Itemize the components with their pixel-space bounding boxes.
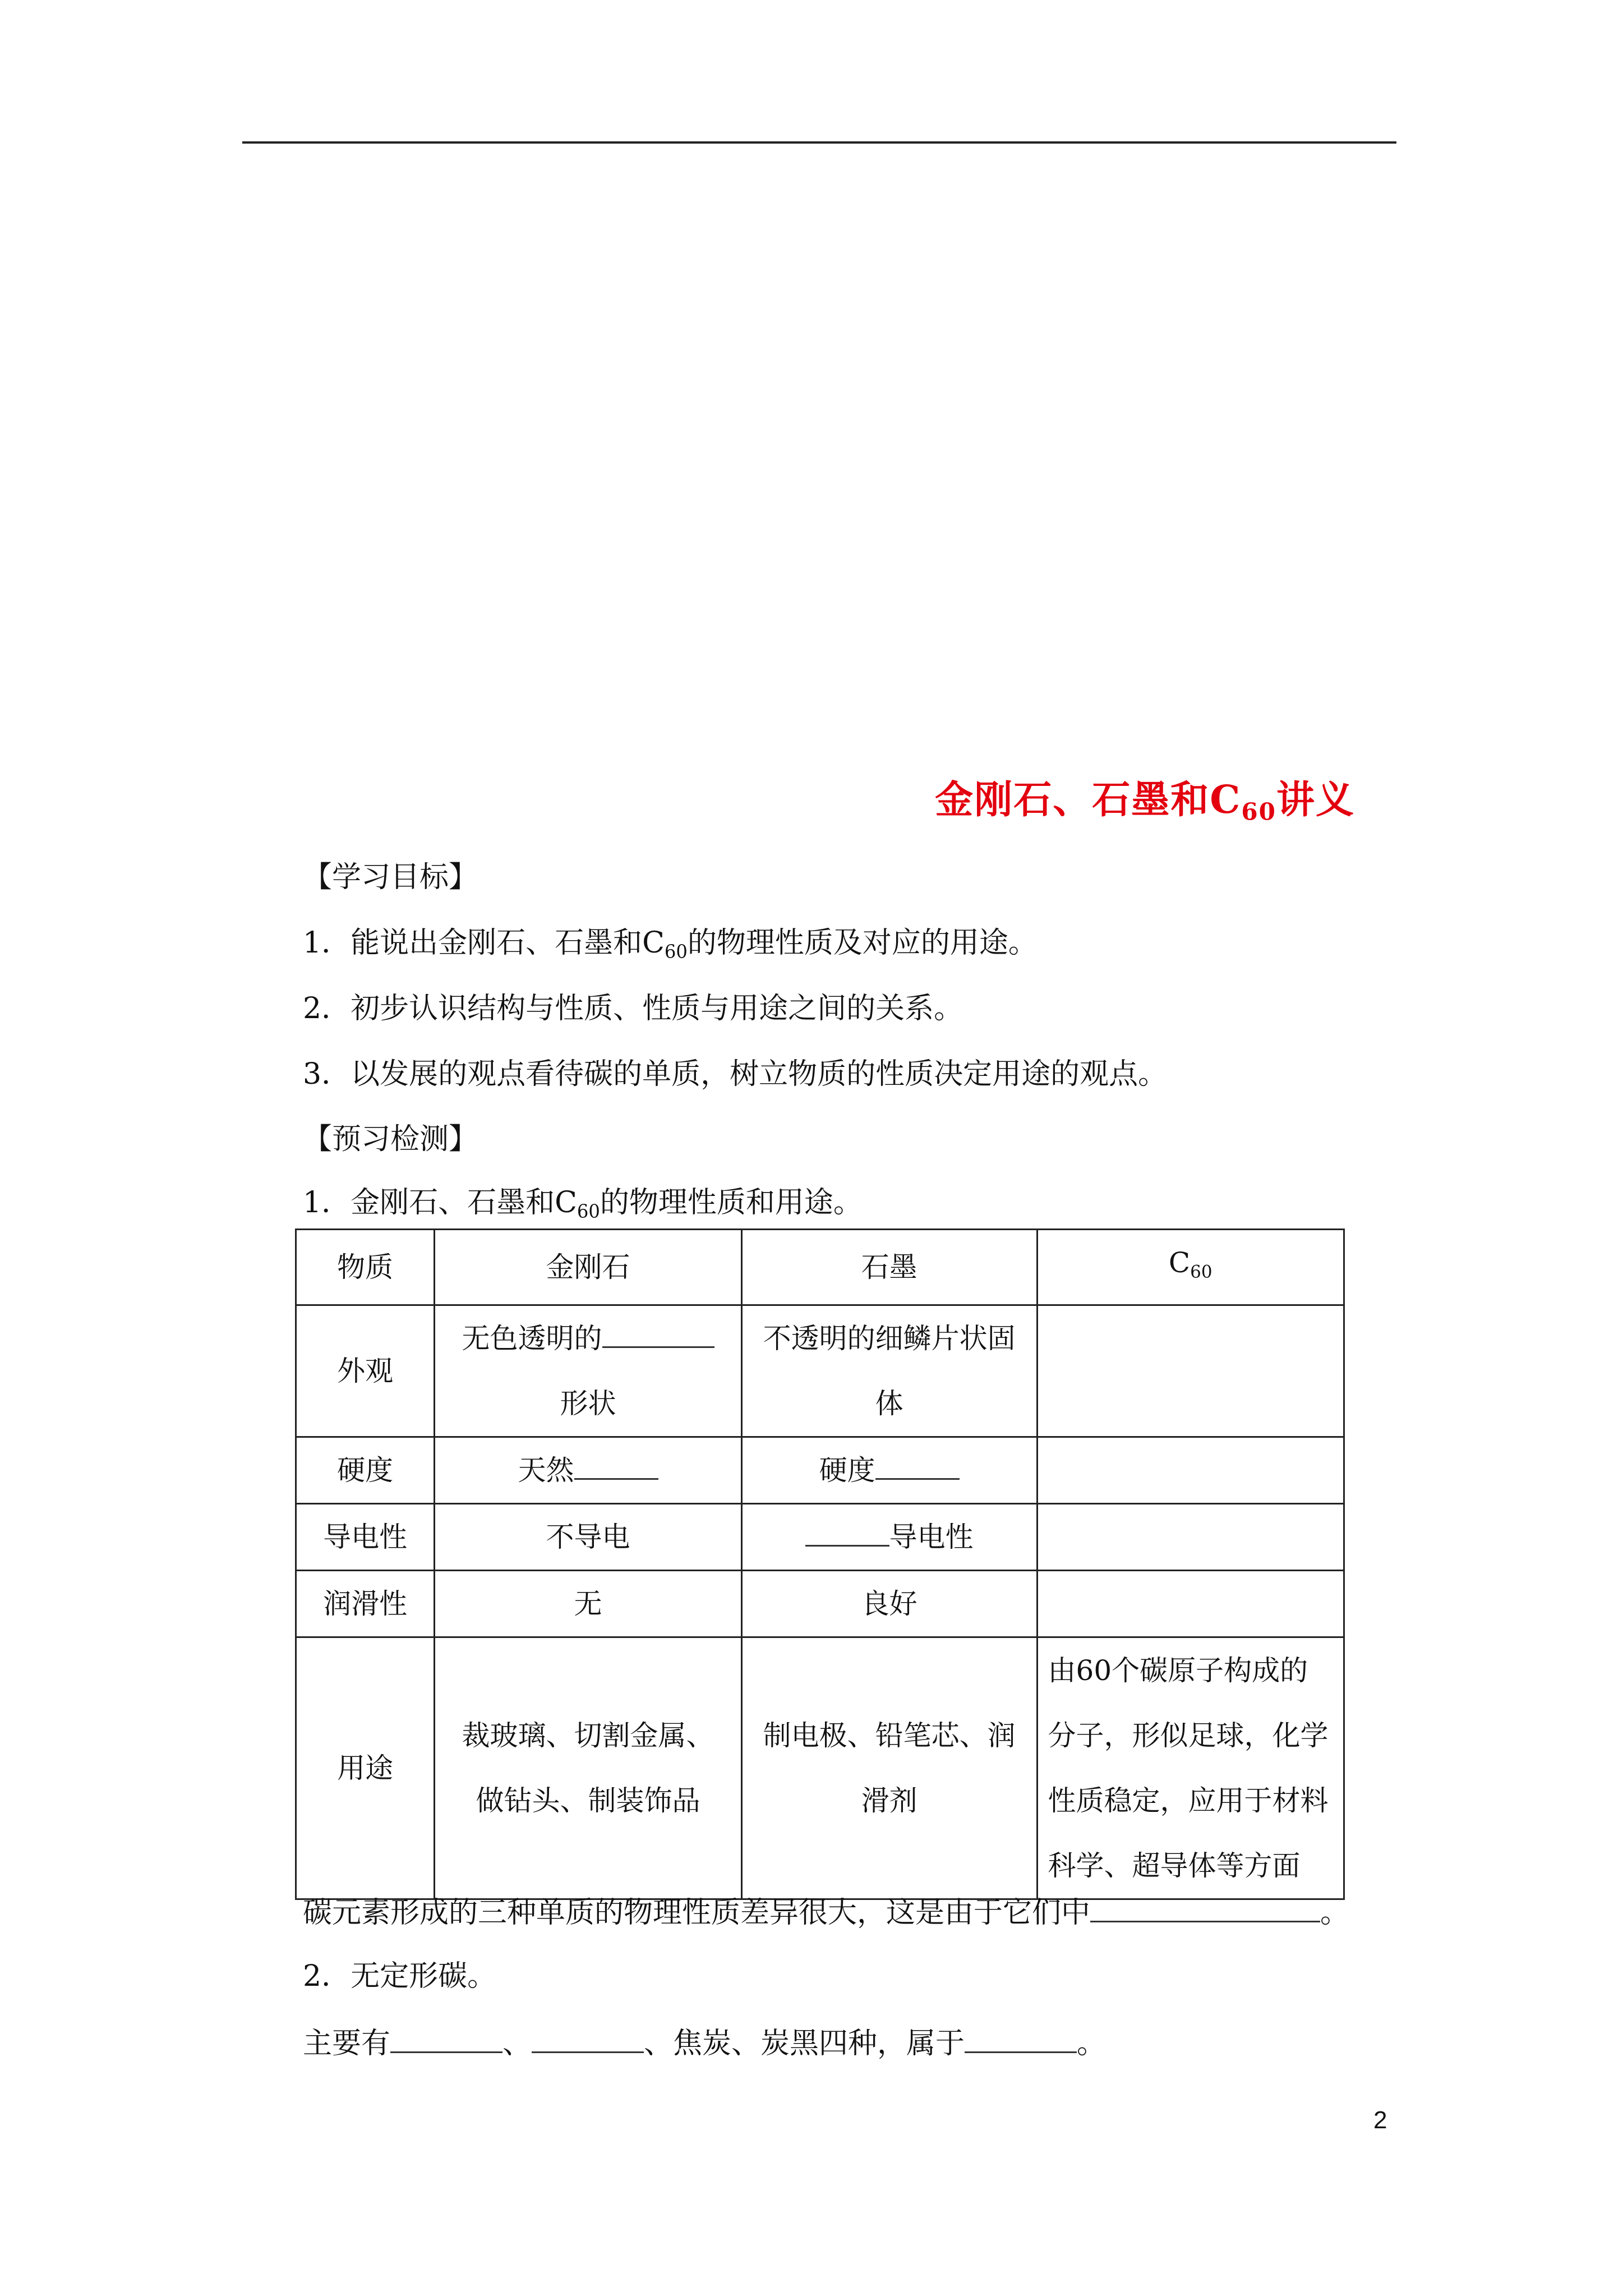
cell-c60-conductivity	[1037, 1504, 1344, 1571]
fill-blank[interactable]	[805, 1521, 889, 1547]
row-label-appearance: 外观	[296, 1305, 435, 1437]
row-label-conductivity: 导电性	[296, 1504, 435, 1571]
header-rule	[242, 141, 1396, 144]
fill-blank[interactable]	[875, 1455, 960, 1480]
fill-blank[interactable]	[1090, 1896, 1320, 1922]
objectives-heading: 【学习目标】	[303, 861, 478, 894]
cell-c60-lubricity	[1037, 1571, 1344, 1637]
table-header-row	[296, 1230, 1344, 1305]
cell-diamond-lubricity: 无	[435, 1571, 741, 1637]
table-row-hardness	[296, 1437, 1344, 1504]
table-row-appearance	[296, 1305, 1344, 1437]
cell-graphite-uses: 制电极、铅笔芯、润 滑剂	[741, 1637, 1037, 1899]
page-number: 2	[1373, 2106, 1387, 2134]
table-row-uses	[296, 1637, 1344, 1899]
cell-diamond-appearance: 无色透明的 形状	[435, 1305, 741, 1437]
fill-blank[interactable]	[574, 1455, 658, 1480]
cell-graphite-conductivity: 导电性	[741, 1504, 1037, 1571]
objective-item-1: 1．能说出金刚石、石墨和$C_{60}$的物理性质及对应的用途。	[303, 926, 1038, 963]
properties-table	[295, 1228, 1345, 1900]
cell-c60-uses: 由60个碳原子构成的 分子，形似足球，化学 性质稳定，应用于材料 科学、超导体等方面	[1037, 1637, 1344, 1899]
row-label-uses: 用途	[296, 1637, 435, 1899]
question-2-line: 主要有 、 、焦炭、炭黑四种，属于 。	[303, 2027, 1106, 2061]
cell-diamond-conductivity: 不导电	[435, 1504, 741, 1571]
fill-blank[interactable]	[390, 2027, 502, 2053]
row-label-lubricity: 润滑性	[296, 1571, 435, 1637]
cell-graphite-appearance: 不透明的细鳞片状固 体	[741, 1305, 1037, 1437]
cell-diamond-hardness: 天然	[435, 1437, 741, 1504]
header-substance: 物质	[296, 1230, 435, 1305]
cell-graphite-lubricity: 良好	[741, 1571, 1037, 1637]
table-row-lubricity	[296, 1571, 1344, 1637]
question-1: 1．金刚石、石墨和$C_{60}$的物理性质和用途。	[303, 1186, 863, 1222]
header-c60: $C_{60}$	[1037, 1230, 1344, 1305]
cell-c60-appearance	[1037, 1305, 1344, 1437]
header-diamond: 金刚石	[435, 1230, 741, 1305]
document-title: 金刚石、石墨和$C_{60}$讲义	[935, 777, 1355, 826]
fill-blank[interactable]	[532, 2027, 644, 2053]
table-row-conductivity	[296, 1504, 1344, 1571]
header-graphite: 石墨	[741, 1230, 1037, 1305]
row-label-hardness: 硬度	[296, 1437, 435, 1504]
preview-heading: 【预习检测】	[303, 1122, 478, 1156]
cell-graphite-hardness: 硬度	[741, 1437, 1037, 1504]
fill-blank[interactable]	[965, 2027, 1077, 2053]
fill-blank[interactable]	[602, 1323, 714, 1349]
conclusion-sentence: 碳元素形成的三种单质的物理性质差异很大，这是由于它们中 。	[303, 1896, 1350, 1930]
objective-item-3: 3．以发展的观点看待碳的单质，树立物质的性质决定用途的观点。	[303, 1057, 1168, 1091]
cell-diamond-uses: 裁玻璃、切割金属、 做钻头、制装饰品	[435, 1637, 741, 1899]
question-2: 2．无定形碳。	[303, 1959, 497, 1993]
objective-item-2: 2．初步认识结构与性质、性质与用途之间的关系。	[303, 992, 963, 1025]
cell-c60-hardness	[1037, 1437, 1344, 1504]
